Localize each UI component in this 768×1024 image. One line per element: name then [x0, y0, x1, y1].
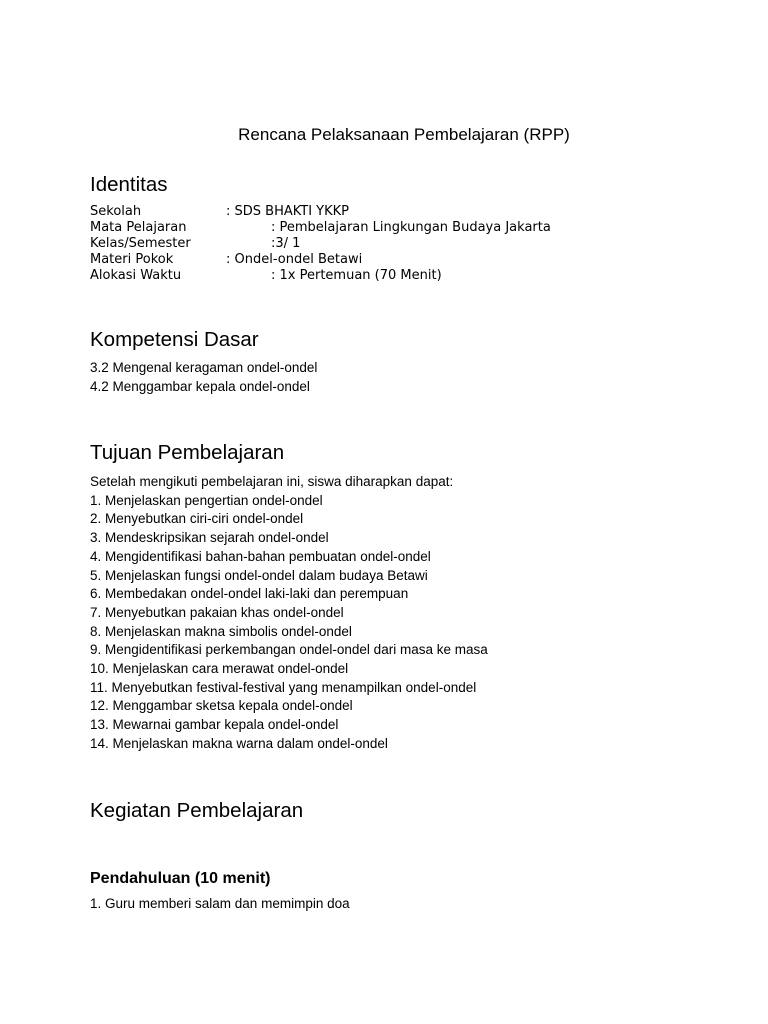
list-item: 4.2 Menggambar kepala ondel-ondel — [90, 378, 310, 394]
kompetensi-dasar-heading: Kompetensi Dasar — [90, 328, 259, 351]
list-item: 5. Menjelaskan fungsi ondel-ondel dalam budaya Betawi — [90, 567, 428, 583]
list-item: 14. Menjelaskan makna warna dalam ondel-ondel — [90, 735, 388, 751]
tujuan-pembelajaran-list — [90, 473, 488, 754]
identitas-label: Mata Pelajaran — [90, 220, 187, 235]
identitas-label: Kelas/Semester — [90, 236, 191, 251]
list-item: 1. Guru memberi salam dan memimpin doa — [90, 896, 350, 911]
identitas-value: : Pembelajaran Lingkungan Budaya Jakarta — [271, 220, 551, 235]
identitas-label: Alokasi Waktu — [90, 268, 182, 283]
list-item: 6. Membedakan ondel-ondel laki-laki dan perempuan — [90, 586, 409, 602]
kegiatan-pembelajaran-heading: Kegiatan Pembelajaran — [90, 799, 304, 822]
identitas-value: :3/ 1 — [271, 236, 301, 251]
identitas-heading: Identitas — [90, 173, 168, 196]
identitas-label: Materi Pokok — [90, 252, 174, 267]
identitas-label: Sekolah — [90, 204, 142, 219]
document-title: Rencana Pelaksanaan Pembelajaran (RPP) — [238, 125, 570, 144]
list-item: 9. Mengidentifikasi perkembangan ondel-ondel dari masa ke masa — [90, 642, 488, 658]
identitas-value: : Ondel-ondel Betawi — [226, 252, 363, 267]
list-item: 12. Menggambar sketsa kepala ondel-ondel — [90, 698, 353, 714]
list-item: 10. Menjelaskan cara merawat ondel-ondel — [90, 661, 349, 677]
identitas-value: : 1x Pertemuan (70 Menit) — [271, 268, 442, 283]
identitas-value: : SDS BHAKTI YKKP — [226, 204, 349, 219]
list-item: 8. Menjelaskan makna simbolis ondel-ondel — [90, 623, 352, 639]
list-item: 3. Mendeskripsikan sejarah ondel-ondel — [90, 530, 329, 546]
list-item: 3.2 Mengenal keragaman ondel-ondel — [90, 360, 318, 375]
list-item: 11. Menyebutkan festival-festival yang menampilkan ondel-ondel — [90, 679, 477, 695]
tujuan-intro: Setelah mengikuti pembelajaran ini, siswa diharapkan dapat: — [90, 474, 454, 489]
tujuan-pembelajaran-heading: Tujuan Pembelajaran — [90, 441, 285, 464]
list-item: 1. Menjelaskan pengertian ondel-ondel — [90, 492, 323, 508]
kompetensi-dasar-list — [90, 359, 317, 396]
pendahuluan-list — [90, 895, 350, 914]
list-item: 7. Menyebutkan pakaian khas ondel-ondel — [90, 604, 344, 620]
list-item: 4. Mengidentifikasi bahan-bahan pembuatan ondel-ondel — [90, 548, 431, 564]
list-item: 2. Menyebutkan ciri-ciri ondel-ondel — [90, 511, 304, 527]
pendahuluan-heading: Pendahuluan (10 menit) — [90, 870, 271, 887]
list-item: 13. Mewarnai gambar kepala ondel-ondel — [90, 717, 339, 733]
